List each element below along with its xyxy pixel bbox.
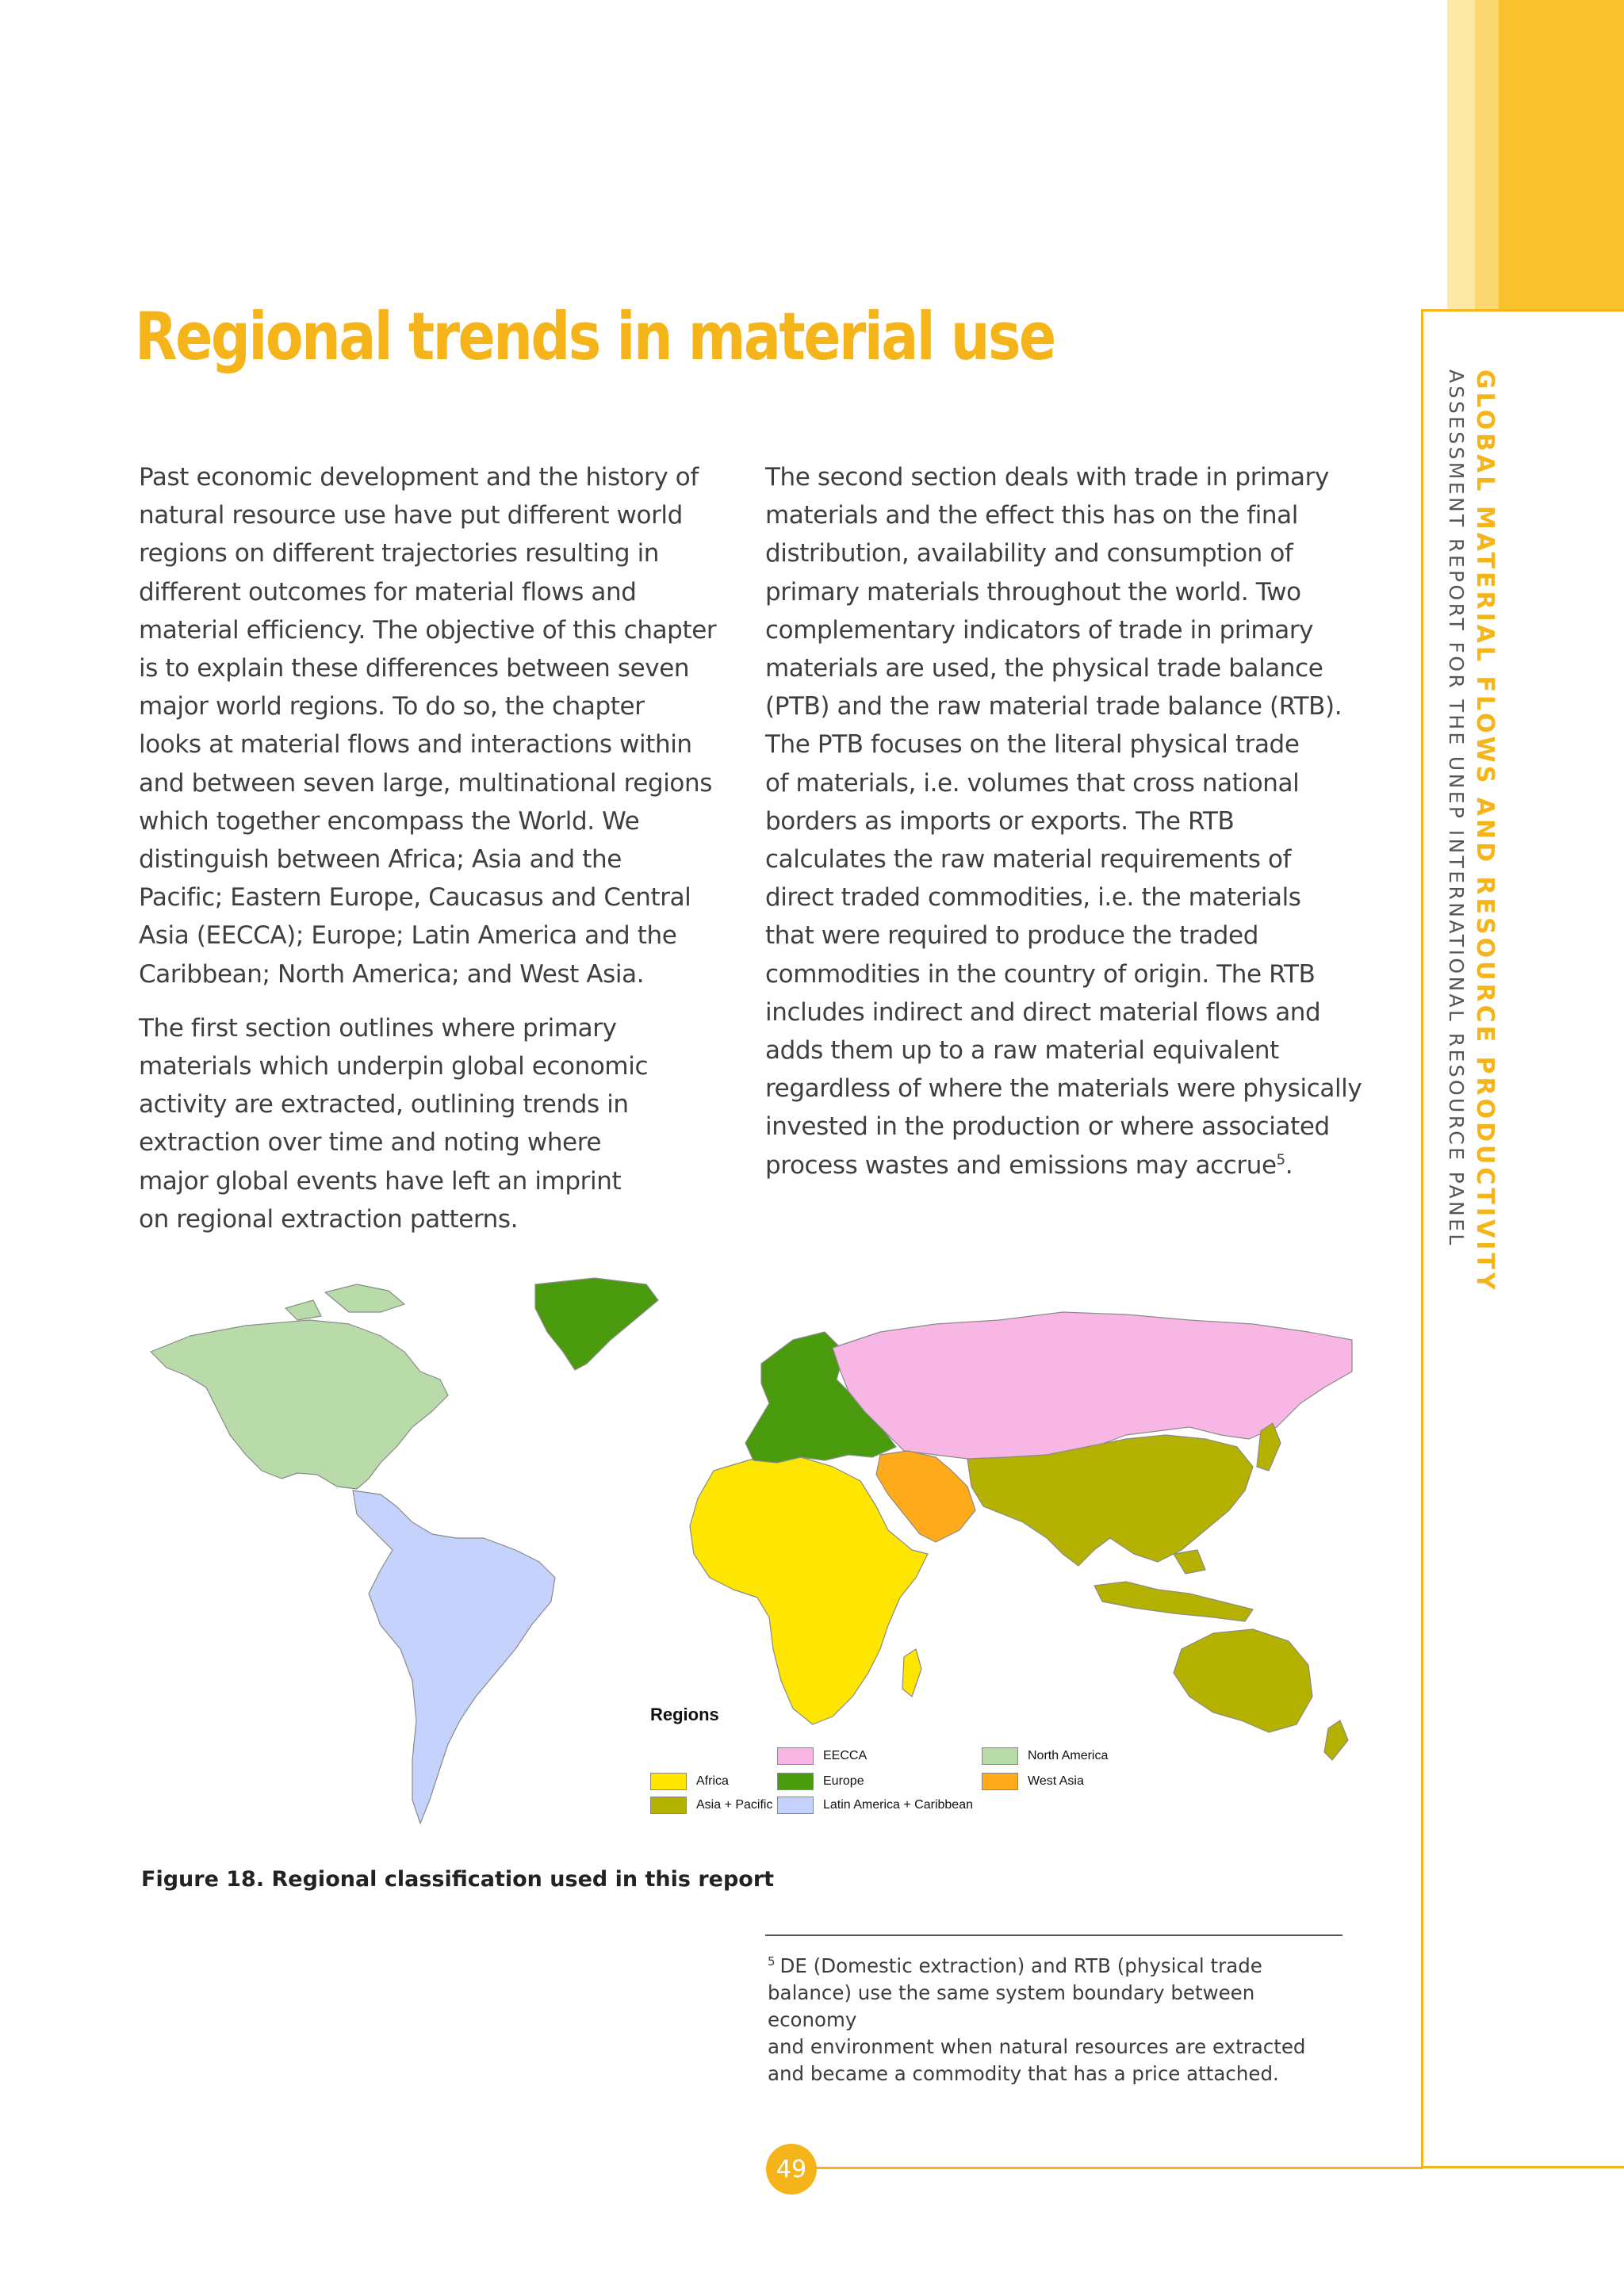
page-number: 49 bbox=[766, 2144, 817, 2195]
right-paragraph-1 bbox=[765, 458, 1368, 1184]
legend-title: Regions bbox=[650, 1705, 719, 1724]
map-legend bbox=[650, 1705, 1364, 1823]
region-north-america-islands bbox=[285, 1284, 404, 1320]
side-title: GLOBAL MATERIAL FLOWS AND RESOURCE PRODUCTIVITY bbox=[1471, 369, 1499, 1293]
legend-item-north-america bbox=[982, 1747, 1108, 1765]
left-paragraph-2: The first section outlines where primary materials which underpin global economic activity are extracted, outlining trends in extraction over time and noting where major global events have left an imprint on regional extraction patterns. bbox=[139, 1013, 649, 1234]
right-column bbox=[765, 458, 1368, 1200]
region-north-america bbox=[151, 1320, 448, 1489]
legend-item-europe bbox=[777, 1773, 864, 1790]
legend-swatch-north-america bbox=[982, 1747, 1018, 1765]
legend-swatch-asia-pacific bbox=[650, 1797, 687, 1814]
footnote-text: DE (Domestic extraction) and RTB (physical trade balance) use the same system boundary between economy and environment when natural resources are extracted and became a commodity that has a price attached. bbox=[768, 1954, 1306, 2085]
legend-swatch-latin-america bbox=[777, 1797, 814, 1814]
left-column bbox=[139, 458, 726, 1254]
region-madagascar bbox=[902, 1649, 921, 1697]
figure-caption: Figure 18. Regional classification used in this report bbox=[141, 1867, 775, 1892]
page-title: Regional trends in material use bbox=[135, 298, 1055, 375]
footnote-number: 5 bbox=[768, 1954, 776, 1969]
legend-label-africa: Africa bbox=[696, 1774, 729, 1788]
side-band-inner bbox=[1499, 0, 1624, 309]
side-subtitle: ASSESSMENT REPORT FOR THE UNEP INTERNATIONAL RESOURCE PANEL bbox=[1445, 369, 1468, 1248]
legend-label-asia-pacific: Asia + Pacific bbox=[696, 1798, 773, 1812]
legend-item-eecca bbox=[777, 1747, 867, 1765]
legend-swatch-west-asia bbox=[982, 1773, 1018, 1790]
footnote bbox=[768, 1953, 1346, 2087]
legend-item-latin-america bbox=[777, 1797, 973, 1814]
legend-swatch-europe bbox=[777, 1773, 814, 1790]
page-number-line bbox=[793, 2167, 1423, 2169]
region-west-asia bbox=[876, 1451, 975, 1542]
legend-item-africa bbox=[650, 1773, 729, 1790]
legend-label-europe: Europe bbox=[823, 1774, 864, 1788]
legend-swatch-africa bbox=[650, 1773, 687, 1790]
region-greenland bbox=[535, 1278, 658, 1370]
region-latin-america bbox=[353, 1490, 555, 1823]
right-paragraph-text: The second section deals with trade in primary materials and the effect this has on the final distribution, availability and consumption of primary materials throughout the world. Two complementary indicators of trade in primary materials are used, the physical trade balance (PTB) and the raw material trade balance (RTB). The PTB focuses on the literal physical trade of materials, i.e. volumes that cross national borders as imports or exports. The RTB calculates the raw material requirements of direct traded commodities, i.e. the materials that were required to produce the traded commodities in the country of origin. The RTB includes indirect and direct material flows and adds them up to a raw material equivalent regardless of where the materials were physically invested in the production or where associated process wastes and emissions may accrue bbox=[765, 463, 1362, 1180]
legend-label-eecca: EECCA bbox=[823, 1749, 868, 1762]
left-paragraph-1: Past economic development and the history of natural resource use have put different world regions on different trajectories resulting in different outcomes for material flows and material efficiency. The objective of this chapter is to explain these differences between seven major world regions. To do so, the chapter looks at material flows and interactions within and between seven large, multinational regions which together encompass the World. We distinguish between Africa; Asia and the Pacific; Eastern Europe, Caucasus and Central Asia (EECCA); Europe; Latin America and the Caribbean; North America; and West Asia. bbox=[139, 463, 717, 989]
region-southeast-asia-islands bbox=[1094, 1550, 1253, 1621]
footnote-divider bbox=[765, 1934, 1342, 1936]
legend-item-asia-pacific bbox=[650, 1797, 772, 1814]
legend-label-west-asia: West Asia bbox=[1028, 1774, 1084, 1788]
footnote-ref: 5 bbox=[1276, 1151, 1285, 1169]
right-paragraph-end: . bbox=[1285, 1150, 1293, 1180]
legend-swatch-eecca bbox=[777, 1747, 814, 1765]
legend-item-west-asia bbox=[982, 1773, 1084, 1790]
legend-label-north-america: North America bbox=[1028, 1749, 1109, 1762]
side-running-title bbox=[1442, 369, 1500, 1293]
legend-label-latin-america: Latin America + Caribbean bbox=[823, 1798, 973, 1812]
